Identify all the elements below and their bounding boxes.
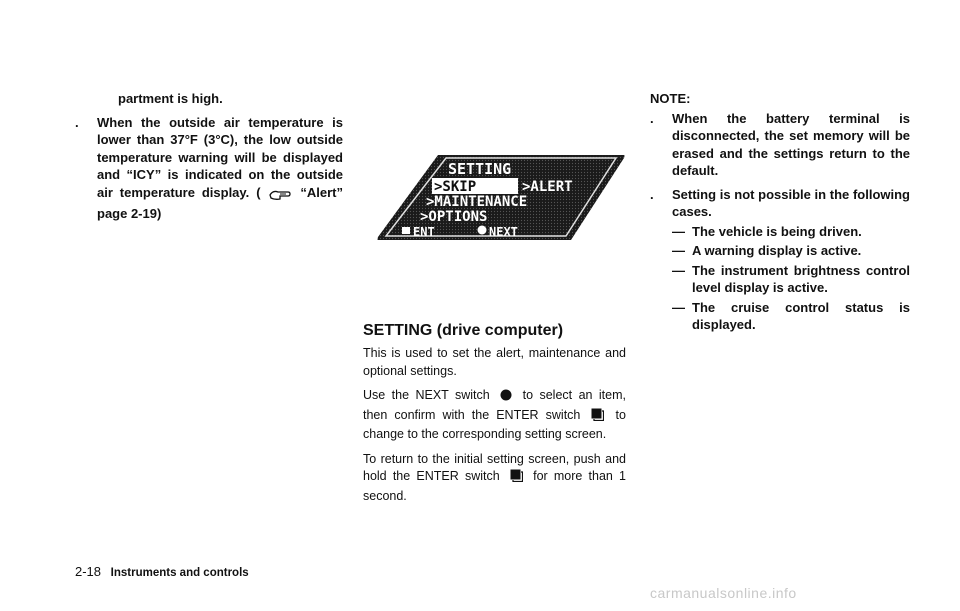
list-item: — A warning display is active. bbox=[650, 242, 910, 260]
list-item: — The vehicle is being driven. bbox=[650, 223, 910, 241]
display-maintenance-option: >MAINTENANCE bbox=[426, 194, 528, 210]
left-column bbox=[75, 90, 343, 223]
section-paragraph-3: To return to the initial setting screen, push and hold the ENTER switch for more than 1 second. bbox=[363, 451, 627, 503]
list-item: . Setting is not possible in the following cases. bbox=[650, 186, 910, 219]
section-paragraph-1: This is used to set the alert, maintenance and optional settings. bbox=[363, 346, 626, 378]
page-reference-icon bbox=[269, 187, 291, 206]
note-bullet-battery: When the battery terminal is disconnected, the set memory will be erased and the settings return to the default. bbox=[672, 110, 910, 178]
enter-switch-icon bbox=[402, 227, 410, 234]
display-ent-label: ENT bbox=[413, 225, 435, 239]
list-item: — The cruise control status is displayed. bbox=[672, 299, 910, 332]
note-column bbox=[650, 90, 910, 334]
list-item bbox=[75, 114, 343, 223]
note-case-cruise: The cruise control status is displayed. bbox=[692, 299, 910, 332]
alert-page-reference-link[interactable]: “Alert” page 2-19) bbox=[97, 184, 343, 221]
list-item: . When the battery terminal is disconnected, the set memory will be erased and the settings return to the default. bbox=[650, 110, 910, 178]
note-bullet-not-possible: Setting is not possible in the following cases. bbox=[672, 186, 910, 219]
setting-display-illustration bbox=[376, 150, 626, 245]
icy-warning-text: When the outside air temperature is lower than 37°F (3°C), the low outside temperature warning will be displayed and “ICY” is indicated on the outside air temperature display. ( bbox=[97, 114, 343, 200]
enter-switch-icon bbox=[510, 469, 523, 488]
display-title: SETTING bbox=[448, 160, 512, 178]
note-case-warning: A warning display is active. bbox=[692, 243, 862, 258]
page-footer bbox=[75, 564, 249, 579]
continuation-text: partment is high. bbox=[118, 91, 223, 106]
watermark: carmanualsonline.info bbox=[650, 585, 797, 601]
display-next-label: NEXT bbox=[489, 225, 518, 239]
display-skip-option: >SKIP bbox=[434, 179, 477, 195]
next-switch-icon bbox=[500, 389, 512, 407]
enter-switch-icon bbox=[591, 408, 604, 427]
next-switch-icon bbox=[478, 226, 487, 235]
note-case-driven: The vehicle is being driven. bbox=[692, 223, 862, 239]
note-case-brightness: The instrument brightness control level display is active. bbox=[692, 262, 910, 295]
section-paragraph-2: Use the NEXT switch to select an item, then confirm with the ENTER switch to change to the corresponding setting screen. bbox=[363, 388, 626, 441]
chapter-title: Instruments and controls bbox=[110, 567, 249, 579]
page-number: 2-18 bbox=[75, 564, 102, 579]
bullet-text bbox=[97, 114, 343, 223]
bullet-marker: . bbox=[75, 114, 79, 130]
display-options-option: >OPTIONS bbox=[420, 209, 488, 225]
section-title: SETTING (drive computer) bbox=[363, 322, 564, 339]
section-body bbox=[363, 345, 626, 512]
display-alert-option: >ALERT bbox=[522, 179, 573, 195]
list-item: — The instrument brightness control level display is active. bbox=[672, 262, 910, 295]
note-heading: NOTE: bbox=[650, 91, 691, 106]
